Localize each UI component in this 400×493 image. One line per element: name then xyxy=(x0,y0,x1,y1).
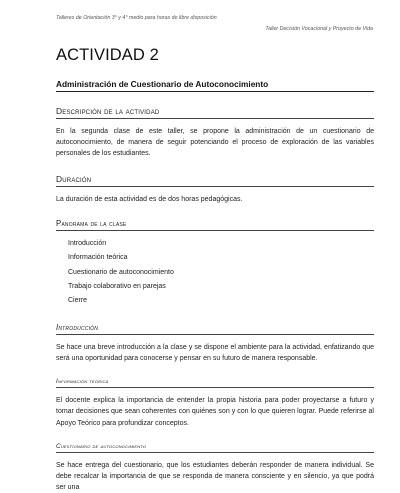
section-heading-introduccion: Introducción xyxy=(56,323,374,335)
section-text-descripcion: En la segunda clase de este taller, se propone la administración de un cuestionario de autoconocimiento, de manera de seguir potenciando el proceso de exploración de las variables personales de los estudiantes. xyxy=(56,128,374,158)
section-heading-cuestionario: Cuestionario de autoconocimiento xyxy=(56,443,374,453)
list-item: Cierre xyxy=(68,297,88,305)
panorama-list xyxy=(68,237,374,309)
section-text-info-teorica: El docente explica la importancia de entender la propia historia para poder proyectarse a futuro y tomar decisiones que sean coherentes con quiénes son y con lo que quieren lograr. Puede referirse al Apoyo Teórico para profundizar conceptos. xyxy=(56,397,374,427)
section-heading-duracion: Duración xyxy=(56,174,374,187)
list-item: Introducción xyxy=(68,239,107,247)
section-text-introduccion: Se hace una breve introducción a la clase y se dispone el ambiente para la actividad, enfatizando que será una oportunidad para conocerse y pensar en su futuro de manera responsable. xyxy=(56,343,374,363)
section-heading-panorama: Panorama de la clase xyxy=(56,219,374,231)
header-left: Talleres de Orientación 3° y 4° medio para horas de libre disposición xyxy=(56,15,217,21)
activity-subtitle: Administración de Cuestionario de Autoconocimiento xyxy=(56,79,374,92)
list-item: Cuestionario de autoconocimiento xyxy=(68,268,174,276)
section-heading-descripcion: Descripción de la actividad xyxy=(56,106,374,119)
section-text-cuestionario: Se hace entrega del cuestionario, que los estudiantes deberán responder de manera individual. Se debe recalcar la importancia de que se responda de manera consciente y en silencio, ya que podrá ser una xyxy=(56,461,374,492)
list-item: Trabajo colaborativo en parejas xyxy=(68,283,166,291)
activity-title: ACTIVIDAD 2 xyxy=(56,46,159,64)
header-right: Taller Decisión Vocacional y Proyecto de Vida xyxy=(265,26,373,32)
section-heading-info-teorica: Información teórica xyxy=(56,378,374,388)
document-content xyxy=(56,46,374,493)
section-text-duracion: La duración de esta actividad es de dos horas pedagógicas. xyxy=(56,195,243,203)
list-item: Información teórica xyxy=(68,254,128,262)
